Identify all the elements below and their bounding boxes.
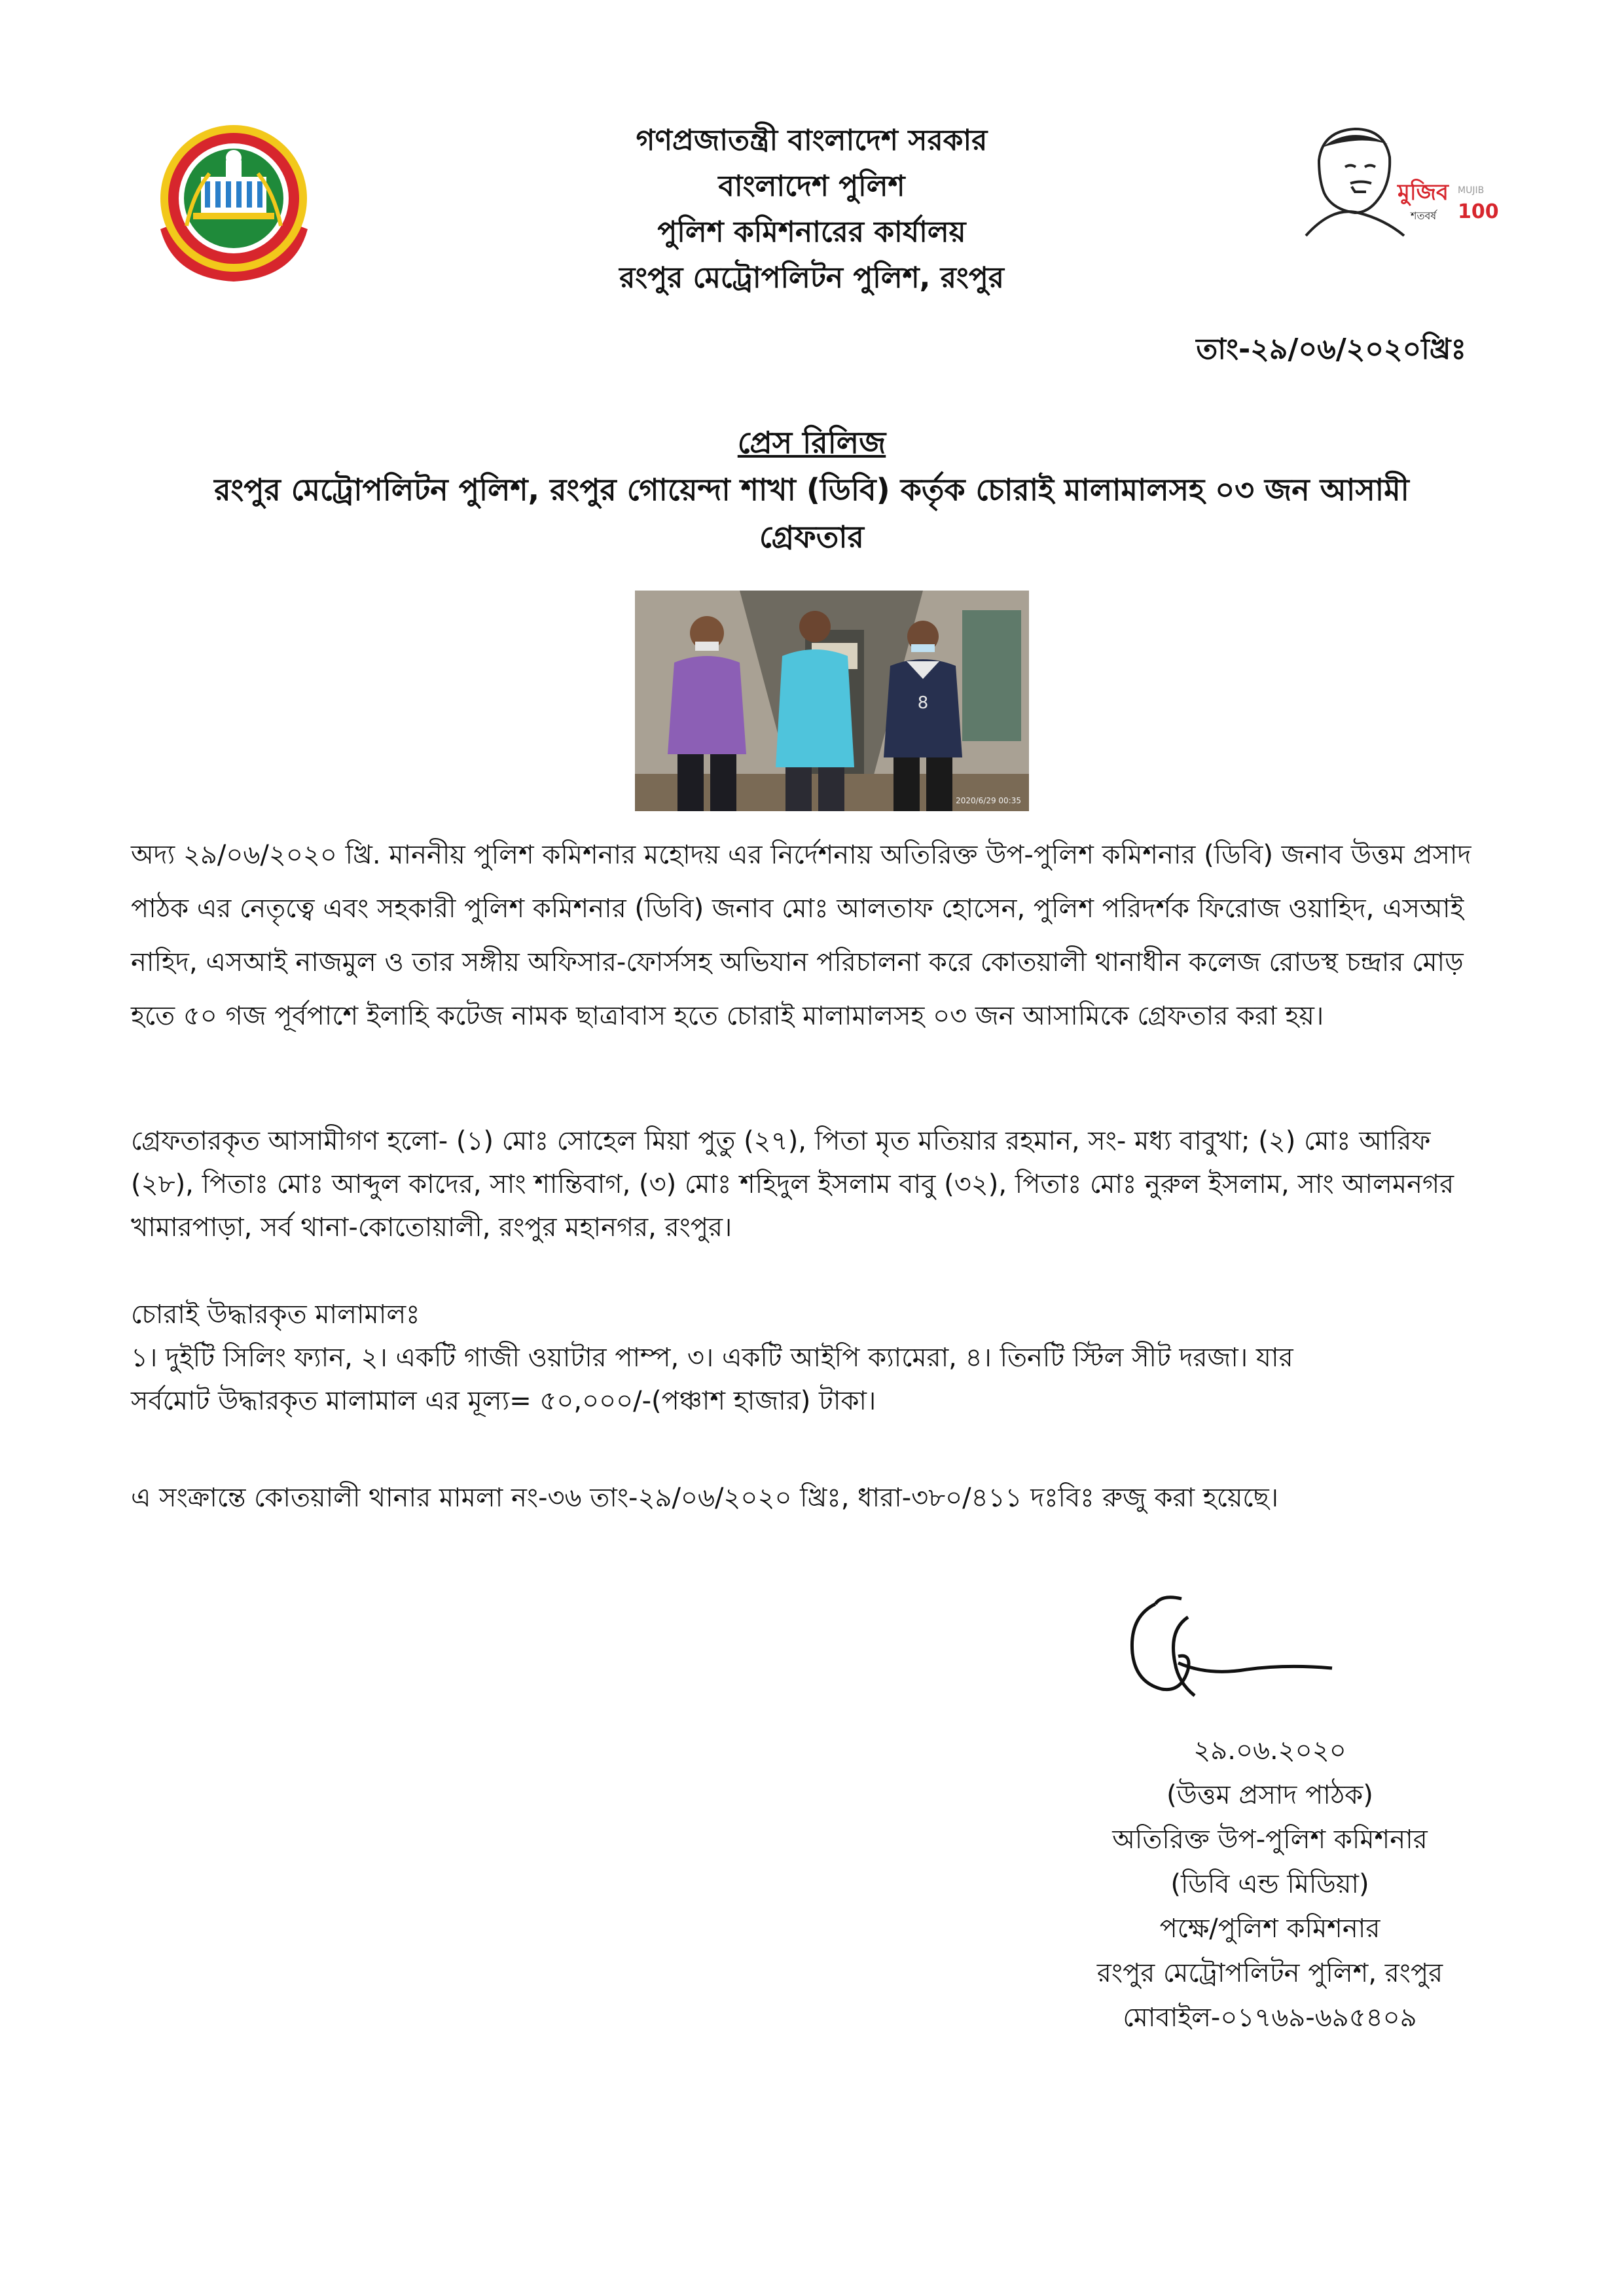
- handwritten-signature: [1116, 1591, 1352, 1715]
- body-paragraph-accused: গ্রেফতারকৃত আসামীগণ হলো- (১) মোঃ সোহেল মিয়া পুতু (২৭), পিতা মৃত মতিয়ার রহমান, সং- মধ্য বাবুখা; (২) মোঃ আরিফ (২৮), পিতাঃ মোঃ আব্দুল কাদের, সাং শান্তিবাগ, (৩) মোঃ শহিদুল ইসলাম বাবু (৩২), পিতাঃ মোঃ নুরুল ইসলাম, সাং আলমনগর খামারপাড়া, সর্ব থানা-কোতোয়ালী, রংপুর মহানগর, রংপুর।: [131, 1126, 1454, 1243]
- headline-line-1: রংপুর মেট্রোপলিটন পুলিশ, রংপুর গোয়েন্দা শাখা (ডিবি) কর্তৃক চোরাই মালামালসহ ০৩ জন আসামী: [214, 472, 1409, 507]
- recovered-items-list: ১। দুইটি সিলিং ফ্যান, ২। একটি গাজী ওয়াটার পাম্প, ৩। একটি আইপি ক্যামেরা, ৪। তিনটি স্টিল সীট দরজা। যার: [131, 1343, 1293, 1373]
- arrested-persons-photo: [635, 591, 1029, 811]
- photo-timestamp: 2020/6/29 00:35: [956, 796, 1021, 805]
- signatory-name: (উত্তম প্রসাদ পাঠক): [1166, 1780, 1373, 1810]
- body-paragraph-operation: অদ্য ২৯/০৬/২০২০ খ্রি. মাননীয় পুলিশ কমিশনার মহোদয় এর নির্দেশনায় অতিরিক্ত উপ-পুলিশ কমিশনার (ডিবি) জনাব উত্তম প্রসাদ পাঠক এর নেতৃত্বে এবং সহকারী পুলিশ কমিশনার (ডিবি) জনাব মোঃ আলতাফ হোসেন, পুলিশ পরিদর্শক ফিরোজ ওয়াহিদ, এসআই নাহিদ, এসআই নাজমুল ও তার সঙ্গীয় অফিসার-ফোর্সসহ অভিযান পরিচালনা করে কোতয়ালী থানাধীন কলেজ রোডস্থ চন্দ্রার মোড় হতে ৫০ গজ পূর্বপাশে ইলাহি কটেজ নামক ছাত্রাবাস হতে চোরাই মালামালসহ ০৩ জন আসামিকে গ্রেফতার করা হয়।: [131, 840, 1471, 1031]
- press-release-label: প্রেস রিলিজ: [737, 425, 886, 460]
- recovered-items-heading: চোরাই উদ্ধারকৃত মালামালঃ: [131, 1300, 420, 1330]
- signatory-office: রংপুর মেট্রোপলিটন পুলিশ, রংপুর: [1096, 1958, 1443, 1988]
- header-metropolitan: রংপুর মেট্রোপলিটন পুলিশ, রংপুর: [619, 261, 1004, 295]
- signatory-mobile: মোবাইল-০১৭৬৯-৬৯৫৪০৯: [1123, 2003, 1417, 2033]
- body-paragraph-case: এ সংক্রান্তে কোতয়ালী থানার মামলা নং-৩৬ তাং-২৯/০৬/২০২০ খ্রিঃ, ধারা-৩৮০/৪১১ দঃবিঃ রুজু করা হয়েছে।: [131, 1483, 1279, 1513]
- signatory-designation: অতিরিক্ত উপ-পুলিশ কমিশনার: [1112, 1825, 1428, 1855]
- mujib-logo-number: 100: [1458, 200, 1499, 223]
- recovered-items-total: সর্বমোট উদ্ধারকৃত মালামাল এর মূল্য= ৫০,০০০/-(পঞ্চাশ হাজার) টাকা।: [131, 1386, 876, 1416]
- mujib-logo-text: মুজিব: [1398, 179, 1449, 206]
- signature-date: ২৯.০৬.২০২০: [1193, 1736, 1346, 1766]
- letterhead: [458, 118, 1165, 301]
- mujib-logo-sub: শতবর্ষ: [1411, 210, 1437, 222]
- mujib-logo-mujib: MUJIB: [1458, 185, 1485, 196]
- signatory-on-behalf: পক্ষে/পুলিশ কমিশনার: [1159, 1914, 1380, 1944]
- mujib-100-logo: [1293, 121, 1499, 239]
- headline-line-2: গ্রেফতার: [759, 519, 864, 555]
- rmp-police-emblem: [147, 115, 321, 288]
- header-government: গণপ্রজাতন্ত্রী বাংলাদেশ সরকার: [636, 124, 988, 157]
- signature-block: [1021, 1728, 1519, 2040]
- header-office: পুলিশ কমিশনারের কার্যালয়: [657, 215, 966, 249]
- body-paragraph-recovered-items: [131, 1293, 1492, 1423]
- signatory-unit: (ডিবি এন্ড মিডিয়া): [1170, 1869, 1369, 1899]
- svg-text:8: 8: [917, 693, 929, 713]
- header-police: বাংলাদেশ পুলিশ: [718, 170, 905, 203]
- document-date: তাং-২৯/০৬/২০২০খ্রিঃ: [1196, 333, 1466, 366]
- press-release-title: [131, 419, 1492, 560]
